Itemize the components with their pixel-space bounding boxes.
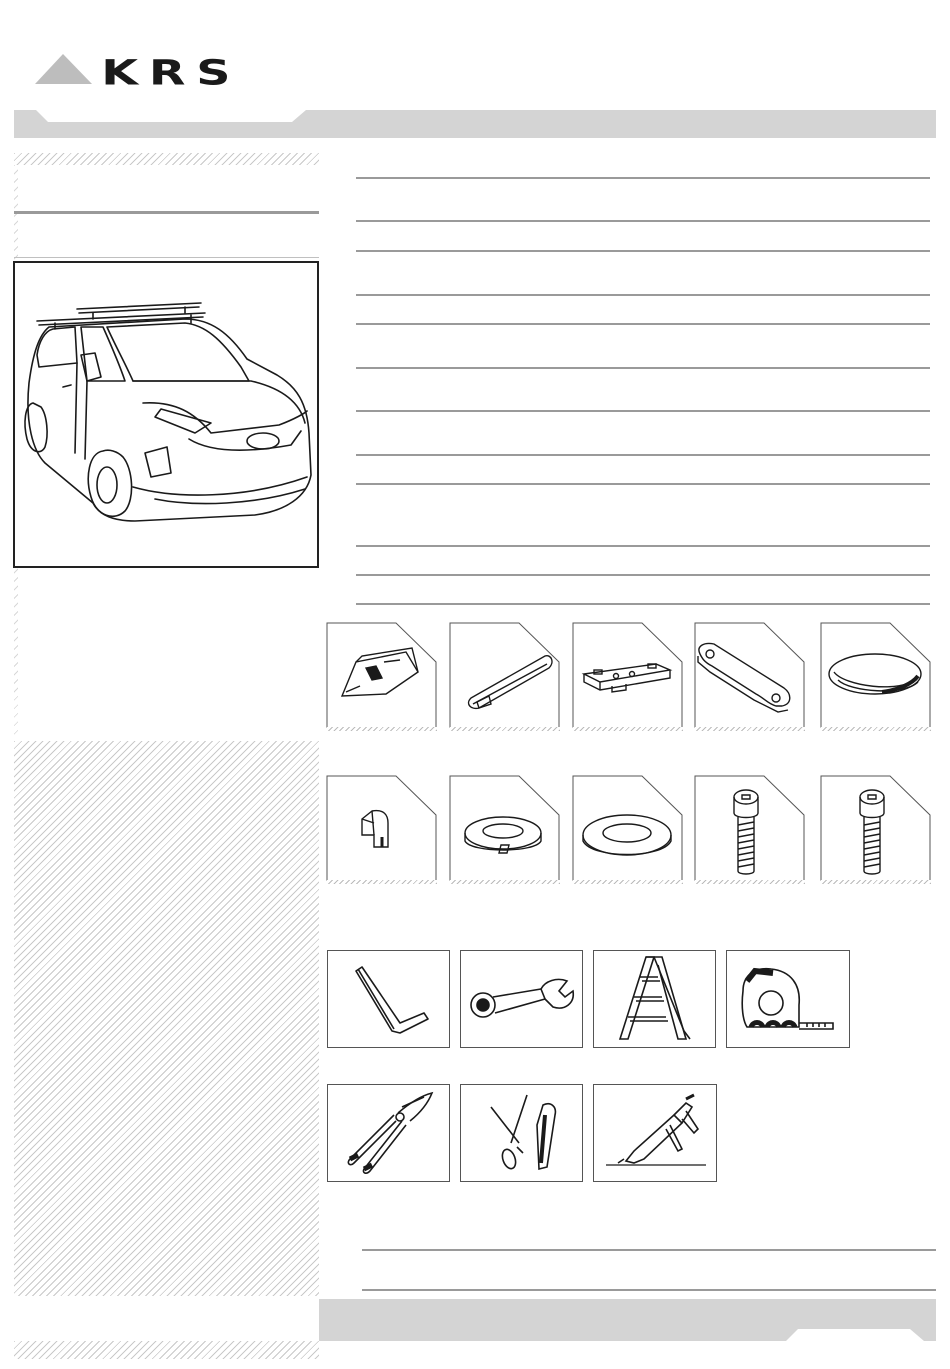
tool-tile (593, 950, 716, 1048)
form-line (356, 483, 930, 485)
form-line (356, 574, 930, 576)
left-divider (14, 211, 319, 214)
left-hatch-block (14, 741, 319, 1296)
form-line (356, 220, 930, 222)
form-line (356, 603, 930, 605)
part-tile (820, 622, 931, 731)
caulking-gun-icon (606, 1095, 706, 1165)
vehicle-image-frame (13, 261, 319, 568)
left-hatch-footer (14, 1341, 319, 1359)
form-line (362, 1249, 936, 1251)
part-tile (572, 775, 683, 884)
form-line (356, 250, 930, 252)
tool-tile (460, 1084, 583, 1182)
header (0, 0, 950, 140)
form-line (356, 367, 930, 369)
scissors-and-knife-icon (491, 1095, 555, 1170)
form-line (356, 545, 930, 547)
tape-measure-icon (742, 969, 833, 1029)
part-tile (694, 622, 805, 731)
form-line (356, 454, 930, 456)
tool-tile (327, 1084, 450, 1182)
part-tile (326, 775, 437, 884)
tool-tile (460, 950, 583, 1048)
tool-tile (726, 950, 850, 1048)
form-line (362, 1289, 936, 1291)
part-tile (820, 775, 931, 884)
tool-tile (327, 950, 450, 1048)
part-tile (326, 622, 437, 731)
tool-tile (593, 1084, 717, 1182)
part-tile (572, 622, 683, 731)
part-tile (694, 775, 805, 884)
left-hatch-top (14, 153, 319, 165)
brand-name: KRS (101, 53, 242, 93)
form-line (356, 410, 930, 412)
form-line (356, 294, 930, 296)
allen-key-icon (356, 967, 428, 1033)
left-divider-thin (14, 257, 319, 258)
header-band (0, 0, 950, 140)
part-tile (449, 775, 560, 884)
step-ladder-icon (620, 957, 690, 1039)
form-line (356, 323, 930, 325)
form-line (356, 177, 930, 179)
van-with-roof-bars-illustration (15, 263, 317, 566)
part-tile (449, 622, 560, 731)
combination-wrench-icon (471, 979, 573, 1017)
pliers-icon (348, 1093, 432, 1173)
